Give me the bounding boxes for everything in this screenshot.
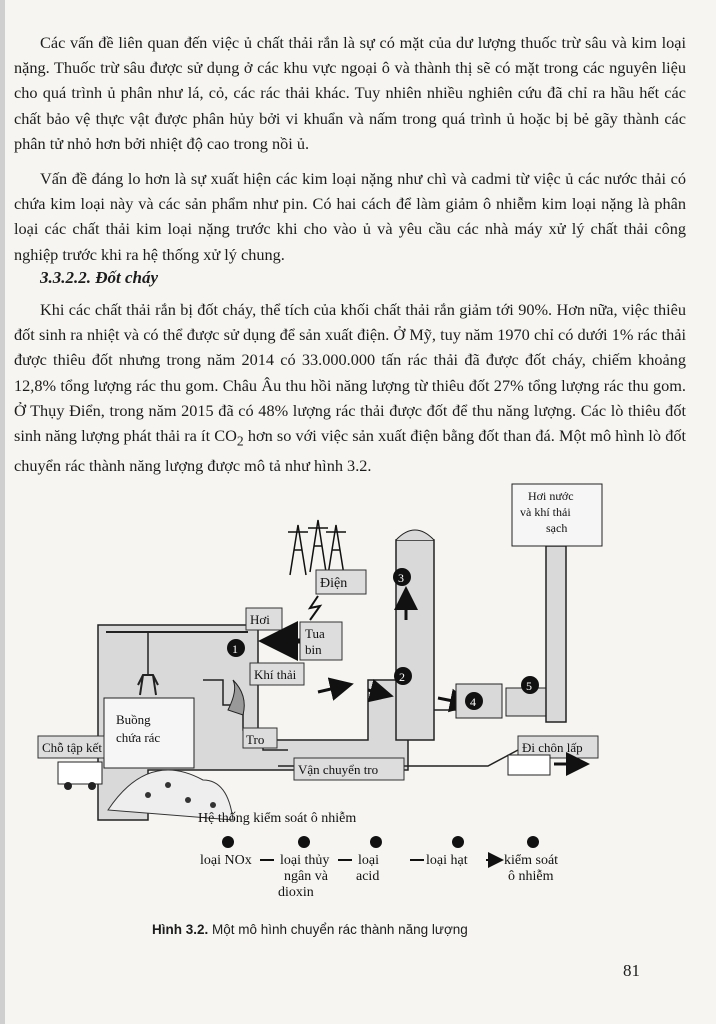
legend-title: Hệ thống kiểm soát ô nhiễm bbox=[198, 811, 357, 826]
marker-4-num: 4 bbox=[470, 695, 476, 709]
turbine-label-2: bin bbox=[305, 642, 322, 657]
legend-2-line-2: ngân và bbox=[284, 869, 328, 884]
exhaust-arrow bbox=[318, 685, 348, 692]
power-tower-icon bbox=[288, 520, 346, 575]
paragraph-2: Vấn đề đáng lo hơn là sự xuất hiện các kim loại nặng như chì và cadmi từ việc ủ các nước thải có chứa kim loại này và các sản phẩm như pin. Có hai cách để làm giảm ô nhiễm kim loại nặng là phân loại các chất thải kim loại nặng trước khi cho vào ủ và yêu cầu các nhà máy xử lý chất thải công nghiệp trước khi ra hệ thống xử lý chung. bbox=[14, 169, 686, 264]
marker-3-num: 3 bbox=[398, 571, 404, 585]
clean-gas-label-2: và khí thải bbox=[520, 505, 571, 519]
co2-subscript: 2 bbox=[236, 433, 244, 449]
caption-label: Hình 3.2. bbox=[152, 922, 209, 937]
waste-to-energy-diagram bbox=[28, 480, 608, 920]
legend-2-line-1: loại thủy bbox=[280, 853, 330, 868]
paragraph-1: Các vấn đề liên quan đến việc ủ chất thải rắn là sự có mặt của dư lượng thuốc trừ sâu và kim loại nặng. Thuốc trừ sâu được sử dụng ở các khu vực ngoại ô và thành thị sẽ có mặt trong các nguyên liệu cho quá trình ủ phân như lá, cỏ, các rác thải khác. Tuy nhiên nhiều nghiên cứu đã chỉ ra hầu hết các chất bảo vệ thực vật được phân hủy bởi vi khuẩn và nấm trong quá trình ủ hoặc bị bẻ gãy thành các phân tử nhỏ hơn bởi nhiệt độ cao trong nồi ủ. bbox=[14, 33, 686, 153]
turbine-label-1: Tua bbox=[305, 626, 325, 641]
legend-3-line-2: acid bbox=[356, 869, 380, 884]
bunker-label-1: Buồng bbox=[116, 712, 151, 727]
electricity-label: Điện bbox=[320, 576, 348, 591]
clean-gas-label-1: Hơi nước bbox=[528, 489, 574, 503]
ash-transport-label: Vận chuyển tro bbox=[298, 762, 379, 777]
chimney bbox=[546, 546, 566, 722]
marker-5-num: 5 bbox=[526, 679, 532, 693]
steam-label: Hơi bbox=[250, 612, 270, 627]
lightning-icon bbox=[310, 596, 320, 620]
figure-caption bbox=[152, 922, 468, 937]
tower-top bbox=[396, 530, 434, 540]
legend-5-line-2: ô nhiễm bbox=[508, 869, 554, 884]
page-edge bbox=[0, 0, 5, 1024]
legend bbox=[200, 836, 558, 900]
landfill-label: Đi chôn lấp bbox=[522, 740, 583, 755]
body-text-bottom bbox=[14, 297, 686, 479]
section-heading: 3.3.2.2. Đốt cháy bbox=[40, 268, 159, 287]
caption-text: Một mô hình chuyển rác thành năng lượng bbox=[208, 922, 468, 937]
collection-label: Chỗ tập kết bbox=[42, 740, 102, 755]
exhaust-label: Khí thải bbox=[254, 667, 297, 682]
legend-5-line-1: kiểm soát bbox=[504, 853, 559, 868]
ash-label: Tro bbox=[246, 732, 265, 747]
legend-2-line-3: dioxin bbox=[278, 885, 314, 900]
marker-1-num: 1 bbox=[232, 642, 238, 656]
paragraph-3 bbox=[14, 297, 686, 479]
legend-3-line-1: loại bbox=[358, 853, 379, 868]
landfill-truck-icon bbox=[508, 755, 550, 775]
clean-gas-label-3: sạch bbox=[546, 521, 568, 535]
legend-1-line-1: loại NOx bbox=[200, 853, 252, 868]
legend-4-line-1: loại hạt bbox=[426, 853, 468, 868]
paragraph-3-part-b: hơn so với việc sản xuất điện bằng đốt than đá. Một mô hình lò đốt chuyển rác thành năng lượng được mô tả như hình 3.2. bbox=[14, 426, 686, 476]
paragraph-3-part-a: Khi các chất thải rắn bị đốt cháy, thể tích của khối chất thải rắn giảm tới 90%. Hơn nữa, việc thiêu đốt sinh ra nhiệt và có thể được sử dụng để sản xuất điện. Ở Mỹ, tuy năm 1970 chỉ có dưới 1% rác thải được thiêu đốt nhưng trong năm 2014 có 33.000.000 tấn rác thải đã được đốt cháy, chiếm khoảng 12,8% tổng lượng rác thu gom. Châu Âu thu hồi năng lượng từ thiêu đốt 27% tổng lượng rác thu gom. Ở Thụy Điển, trong năm 2015 đã có 48% lượng rác thải được đốt để thu năng lượng. Các lò thiêu đốt sinh năng lượng phát thải ra ít CO bbox=[14, 300, 686, 446]
figure-3-2 bbox=[28, 480, 608, 925]
bunker-label-2: chứa rác bbox=[116, 730, 161, 745]
body-text-top bbox=[14, 30, 686, 277]
marker-2-num: 2 bbox=[399, 670, 405, 684]
page-number: 81 bbox=[623, 961, 640, 980]
truck-icon bbox=[58, 762, 102, 784]
